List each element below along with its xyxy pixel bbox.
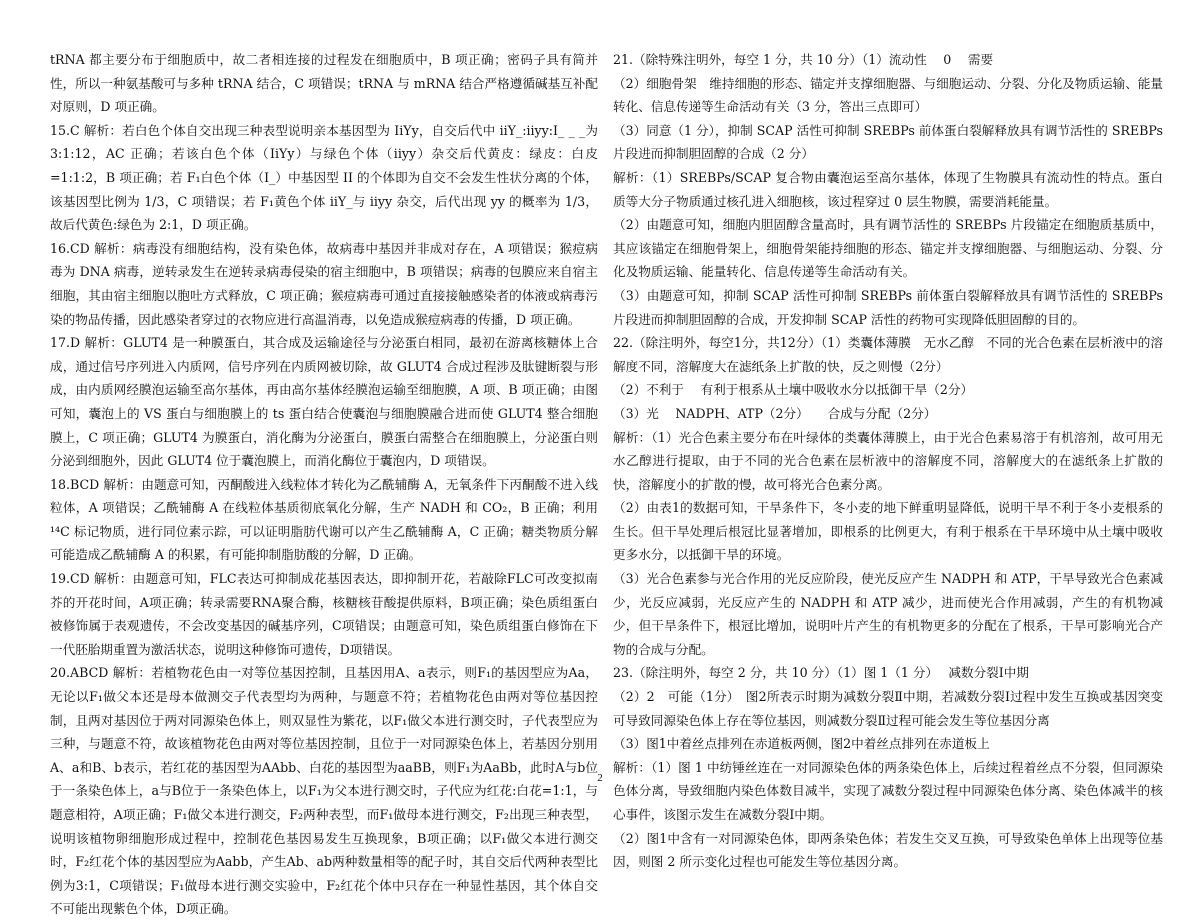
paragraph-23-part-2: （2）2 可能（1分） 图2所表示时期为减数分裂Ⅱ中期，若减数分裂Ⅰ过程中发生互换或基因突变可导致同源染色体上存在等位基因，则减数分裂Ⅱ过程可能会发生等位基因分离: [613, 689, 1163, 728]
paragraph-23-part-3: （3）图1中着丝点排列在赤道板两侧，图2中着丝点排列在赤道板上: [613, 736, 990, 752]
paragraph-21-analysis-2: （2）由题意可知，细胞内胆固醇含量高时，具有调节活性的 SREBPs 片段锚定在细胞质基质中，其应该锚定在细胞骨架上，细胞骨架能持细胞的形态、锚定并支撑细胞器、与细胞运动、分裂、分化及物质运输、能量转化、信息传递等生命活动有关。: [613, 217, 1163, 280]
paragraph-answer-18: 18.BCD 解析：由题意可知，丙酮酸进入线粒体才转化为乙酰辅酶 A，无氧条件下丙酮酸不进入线粒体，A 项错误；乙酰辅酶 A 在线粒体基质彻底氧化分解，生产 NADH 和 CO₂，B 正确；利用 ¹⁴C 标记物质，进行同位素示踪，可以证明脂肪代谢可以产生乙酰辅酶 A，C 正确；糖类物质分解可能造成乙酰辅酶 A 的积累，有可能抑制脂肪酸的分解，D 正确。: [50, 476, 598, 563]
paragraph-21-part-2: （2）细胞骨架 维持细胞的形态、锚定并支撑细胞器、与细胞运动、分裂、分化及物质运输、能量转化、信息传递等生命活动有关（3 分，答出三点即可）: [613, 75, 1163, 115]
page-number: 2: [597, 772, 603, 784]
paragraph-answer-21: 21.（除特殊注明外，每空 1 分，共 10 分）（1）流动性 0 需要: [613, 52, 994, 67]
paragraph-21-part-3: （3）同意（1 分），抑制 SCAP 活性可抑制 SREBPs 前体蛋白裂解释放具有调节活性的 SREBPs 片段进而抑制胆固醇的合成（2 分）: [613, 122, 1163, 162]
paragraph-22-analysis-3: （3）光合色素参与光合作用的光反应阶段，使光反应产生 NADPH 和 ATP，干旱导致光合色素减少，光反应减弱，光反应产生的 NADPH 和 ATP 减少，进而使光合作用减弱，产生的有机物减少，但干旱条件下，根冠比增加，说明叶片产生的有机物更多的分配在了根系，干旱可影响光合产物的合成与分配。: [613, 571, 1163, 657]
paragraph-answer-22: 22.（除注明外，每空1分，共12分）（1）类囊体薄膜 无水乙醇 不同的光合色素在层析液中的溶解度不同，溶解度大在滤纸条上扩散的快，反之则慢（2分）: [613, 335, 1163, 374]
paragraph-22-analysis-2: （2）由表1的数据可知，干旱条件下，冬小麦的地下鲜重明显降低，说明干旱不利于冬小麦根系的生长。但干旱处理后根冠比显著增加，即根系的比例更大，有利于根系在干旱环境中从土壤中吸收更多水分，以抵御干旱的环境。: [613, 500, 1163, 563]
paragraph-23-analysis-2: （2）图1中含有一对同源染色体，即两条染色体；若发生交叉互换，可导致染色单体上出现等位基因，则图 2 所示变化过程也可能发生等位基因分离。: [613, 830, 1163, 870]
paragraph-21-analysis-1: 解析：（1）SREBPs/SCAP 复合物由囊泡运至高尔基体，体现了生物膜具有流动性的特点。蛋白质等大分子物质通过核孔进入细胞核，该过程穿过 0 层生物膜，需要消耗能量。: [613, 169, 1163, 209]
paragraph-answer-15: 15.C 解析：若白色个体自交出现三种表型说明亲本基因型为 IiYy，自交后代中 iiY_:iiyy:I_ _ _为 3:1:12，AC 正确；若该白色个体（IiYy）与绿色个体（iiyy）杂交后代黄皮：绿皮：白皮=1:1:2，B 项正确；若 F₁白色个体（I_）中基因型 II 的个体即为自交不会发生性状分离的个体，该基因型比例为 1/3，C 项错误；若 F₁黄色个体 iiY_与 iiyy 杂交，后代出现 yy 的概率为 1/3，故后代黄色:绿色为 2:1，D 项正确。: [50, 122, 598, 233]
paragraph-answer-17: 17.D 解析：GLUT4 是一种膜蛋白，其合成及运输途径与分泌蛋白相同，最初在游离核糖体上合成，通过信号序列进入内质网，信号序列在内质网被切除，故 GLUT4 合成过程涉及肽键断裂与形成，由内质网经膜泡运输至高尔基体，再由高尔基体经膜泡运输至细胞膜，A 项、B 项正确；由图可知，囊泡上的 VS 蛋白与细胞膜上的 ts 蛋白结合使囊泡与细胞膜融合进而使 GLUT4 整合细胞膜上，C 项正确；GLUT4 为膜蛋白，消化酶为分泌蛋白，膜蛋白需整合在细胞膜上，分泌蛋白则分泌到细胞外，因此 GLUT4 位于囊泡膜上，而消化酶位于囊泡内，D 项错误。: [50, 335, 598, 469]
paragraph-answer-16: 16.CD 解析：病毒没有细胞结构，没有染色体，故病毒中基因并非成对存在，A 项错误；猴痘病毒为 DNA 病毒，逆转录发生在逆转录病毒侵染的宿主细胞中，B 项错误；病毒的包膜应来自宿主细胞，其由宿主细胞以胞吐方式释放，C 项正确；猴痘病毒可通过直接接触感染者的体液或病毒污染的物品传播，因此感染者穿过的衣物应进行高温消毒，以免造成猴痘病毒的传播，D 项正确。: [50, 240, 598, 327]
right-column: [613, 48, 1163, 874]
paragraph-answer-20: 20.ABCD 解析：若植物花色由一对等位基因控制，且基因用A、a表示，则F₁的基因型应为Aa，无论以F₁做父本还是母本做测交子代表型均为两种，与题意不符；若植物花色由两对等位基因控制，且两对基因位于两对同源染色体上，则双显性为紫花，以F₁做父本进行测交时，子代表型应为三种，与题意不符，故该植物花色由两对等位基因控制，且位于一对同源染色体上，若基因分别用A、a和B、b表示，若红花的基因型为AAbb、白花的基因型为aaBB，则F₁为AaBb，此时A与b位于一条染色体上，a与B位于一条染色体上，以F₁为父本进行测交时，子代应为红花:白花=1:1，与题意相符，A项正确；F₁做父本进行测交，F₂两种表型，而F₁做母本进行测交，F₂出现三种表型，说明该植物卵细胞形成过程中，控制花色基因易发生互换现象，B项正确；以F₁做父本进行测交时，F₂红花个体的基因型应为Aabb，产生Ab、ab两种数量相等的配子时，其自交后代两种表型比例为3:1，C项错误；F₁做母本进行测交实验中，F₂红花个体中只存在一种显性基因，其个体自交不可能出现紫色个体，D项正确。: [50, 665, 598, 917]
left-column: [50, 48, 598, 921]
paragraph-22-analysis-1: 解析：（1）光合色素主要分布在叶绿体的类囊体薄膜上，由于光合色素易溶于有机溶剂，故可用无水乙醇进行提取，由于不同的光合色素在层析液中的溶解度不同，溶解度大的在滤纸条上扩散的快，溶解度小的扩散的慢，故可将光合色素分离。: [613, 429, 1163, 492]
paragraph-23-analysis-1: 解析：（1）图 1 中纺锤丝连在一对同源染色体的两条染色体上，后续过程着丝点不分裂，但同源染色体分离，导致细胞内染色体数目减半，实现了减数分裂过程中同源染色体分离、染色体减半的核心事件，该图示发生在减数分裂Ⅰ中期。: [613, 759, 1163, 822]
paragraph-22-part-2: （2）不利于 有利于根系从土壤中吸收水分以抵御干旱（2分）: [613, 382, 974, 398]
paragraph-answer-23: 23.（除注明外，每空 2 分，共 10 分）（1）图 1（1 分） 减数分裂Ⅰ中期: [613, 665, 1029, 681]
paragraph-14-tail: tRNA 都主要分布于细胞质中，故二者相连接的过程发在细胞质中，B 项正确；密码子具有简并性，所以一种氨基酸可与多种 tRNA 结合，C 项错误；tRNA 与 mRNA 结合严格遵循碱基互补配对原则，D 项正确。: [50, 52, 598, 115]
paragraph-21-analysis-3: （3）由题意可知，抑制 SCAP 活性可抑制 SREBPs 前体蛋白裂解释放具有调节活性的 SREBPs 片段进而抑制胆固醇的合成，开发抑制 SCAP 活性的药物可实现降低胆固醇的目的。: [613, 287, 1163, 327]
paragraph-22-part-3: （3）光 NADPH、ATP（2分） 合成与分配（2分）: [613, 405, 937, 421]
paragraph-answer-19: 19.CD 解析：由题意可知，FLC表达可抑制成花基因表达，即抑制开花，若敲除FLC可改变拟南芥的开花时间，A项正确；转录需要RNA聚合酶，核糖核苷酸提供原料，B项正确；染色质组蛋白被修饰属于表观遗传，不会改变基因的碱基序列，C项错误；由题意可知，染色质组蛋白修饰在下一代胚胎期重置为激活状态，说明这种修饰可遗传，D项错误。: [50, 571, 598, 657]
